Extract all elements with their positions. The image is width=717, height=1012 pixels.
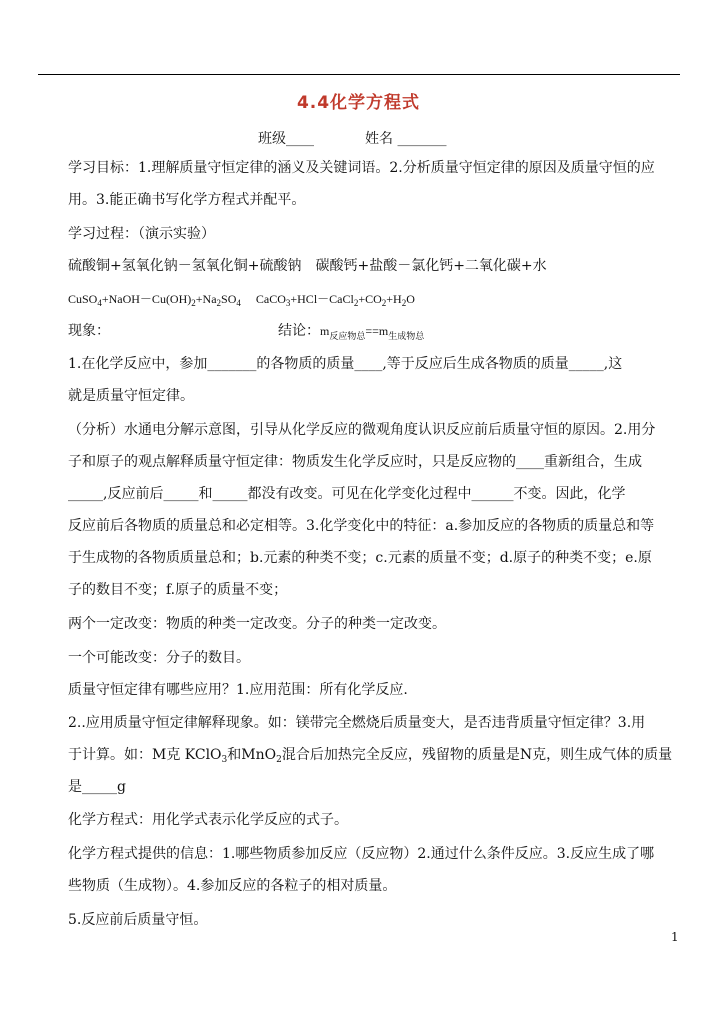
paragraph-2-line-2: 子和原子的观点解释质量守恒定律：物质发生化学反应时，只是反应物的____重新组合，生成: [68, 454, 642, 470]
mass-symbol: m: [378, 324, 389, 338]
word-equation: 硫酸铜+氢氧化钠－氢氧化铜+硫酸钠 碳酸钙+盐酸－氯化钙+二氧化碳+水: [68, 258, 547, 274]
conclusion-label: 结论：: [278, 323, 320, 339]
paragraph-1-line-2: 就是质量守恒定律。: [68, 388, 194, 404]
equation-info-line-2: 些物质（生成物）。4.参加反应的各粒子的相对质量。: [68, 878, 397, 894]
eq1-part: SO: [221, 292, 237, 306]
eq1-part: +NaOH－Cu(OH): [101, 292, 192, 306]
subscript: 2: [353, 298, 359, 308]
equals-sign: ==: [365, 324, 379, 338]
subscript: 4: [236, 298, 241, 308]
paragraph-2-line-4: 反应前后各物质的质量总和必定相等。3.化学变化中的特征：a.参加反应的各物质的质量总和等: [68, 518, 655, 534]
one-possible-change: 一个可能改变：分子的数目。: [68, 650, 250, 666]
subscript: 2: [216, 298, 222, 308]
calc-part: 混合后加热完全反应，残留物的质量是N克，则生成气体的质量: [281, 747, 673, 763]
phenomenon-label: 现象：: [68, 323, 110, 339]
calc-part: 于计算。如：M克 KClO: [68, 747, 222, 763]
application-2-line-2: [68, 747, 679, 768]
conservation-note: 5.反应前后质量守恒。: [68, 912, 208, 928]
chemical-equations: [68, 291, 679, 311]
eq2-part: O: [406, 292, 415, 306]
application-2-line-1: 2..应用质量守恒定律解释现象。如：镁带完全燃烧后质量变大，是否违背质量守恒定律？3.用: [68, 715, 646, 731]
products-subscript: 生成物总: [388, 332, 425, 342]
page-title: 4.4化学方程式: [296, 93, 421, 113]
eq1-part: +Na: [195, 292, 217, 306]
equation-definition: 化学方程式：用化学式表示化学反应的式子。: [68, 812, 348, 828]
paragraph-2-line-6: 子的数目不变；f.原子的质量不变；: [68, 582, 288, 598]
eq2-part: +CO: [358, 292, 382, 306]
page-number: 1: [671, 930, 679, 944]
eq2-part: CaCO: [255, 292, 286, 306]
eq1-part: CuSO: [68, 292, 98, 306]
phenomenon-conclusion-line: [68, 323, 679, 342]
eq2-part: +H: [386, 292, 402, 306]
paragraph-2-line-5: 于生成物的各物质质量总和；b.元素的种类不变；c.元素的质量不变；d.原子的种类不变；e.原: [68, 550, 652, 566]
subscript: 2: [276, 755, 282, 765]
applications: 质量守恒定律有哪些应用？1.应用范围：所有化学反应.: [68, 682, 408, 698]
subscript: 4: [97, 298, 102, 308]
paragraph-1-line-1: 1.在化学反应中，参加_______的各物质的质量____,等于反应后生成各物质的质量_____,这: [68, 356, 623, 372]
equation-info-line-1: 化学方程式提供的信息：1.哪些物质参加反应（反应物）2.通过什么条件反应。3.反应生成了哪: [68, 846, 655, 862]
eq2-part: +HCl－CaCl: [290, 292, 354, 306]
class-field: 班级____: [258, 131, 314, 147]
paragraph-2-line-3: _____,反应前后_____和_____都没有改变。可见在化学变化过程中______不变。因此，化学: [68, 486, 626, 502]
header-rule: [38, 74, 680, 75]
two-changes: 两个一定改变：物质的种类一定改变。分子的种类一定改变。: [68, 616, 446, 632]
subscript: 2: [401, 298, 407, 308]
process-heading: 学习过程：（演示实验）: [68, 226, 215, 242]
subscript: 2: [381, 298, 387, 308]
subscript: 3: [285, 298, 291, 308]
conclusion: [278, 323, 424, 345]
paragraph-2-line-1: （分析）水通电分解示意图，引导从化学反应的微观角度认识反应前后质量守恒的原因。2.用分: [68, 422, 656, 438]
calc-part: 和MnO: [227, 747, 277, 763]
goal-line-1: 学习目标：1.理解质量守恒定律的涵义及关键词语。2.分析质量守恒定律的原因及质量守恒的应: [68, 160, 655, 176]
subscript: 3: [221, 755, 228, 765]
reactants-subscript: 反应物总: [329, 332, 366, 342]
mass-symbol: m: [320, 324, 330, 338]
name-field: 姓名 _______: [365, 131, 447, 147]
subscript: 2: [191, 298, 196, 308]
application-2-line-3: 是_____g: [68, 779, 126, 795]
goal-line-2: 用。3.能正确书写化学方程式并配平。: [68, 192, 306, 208]
